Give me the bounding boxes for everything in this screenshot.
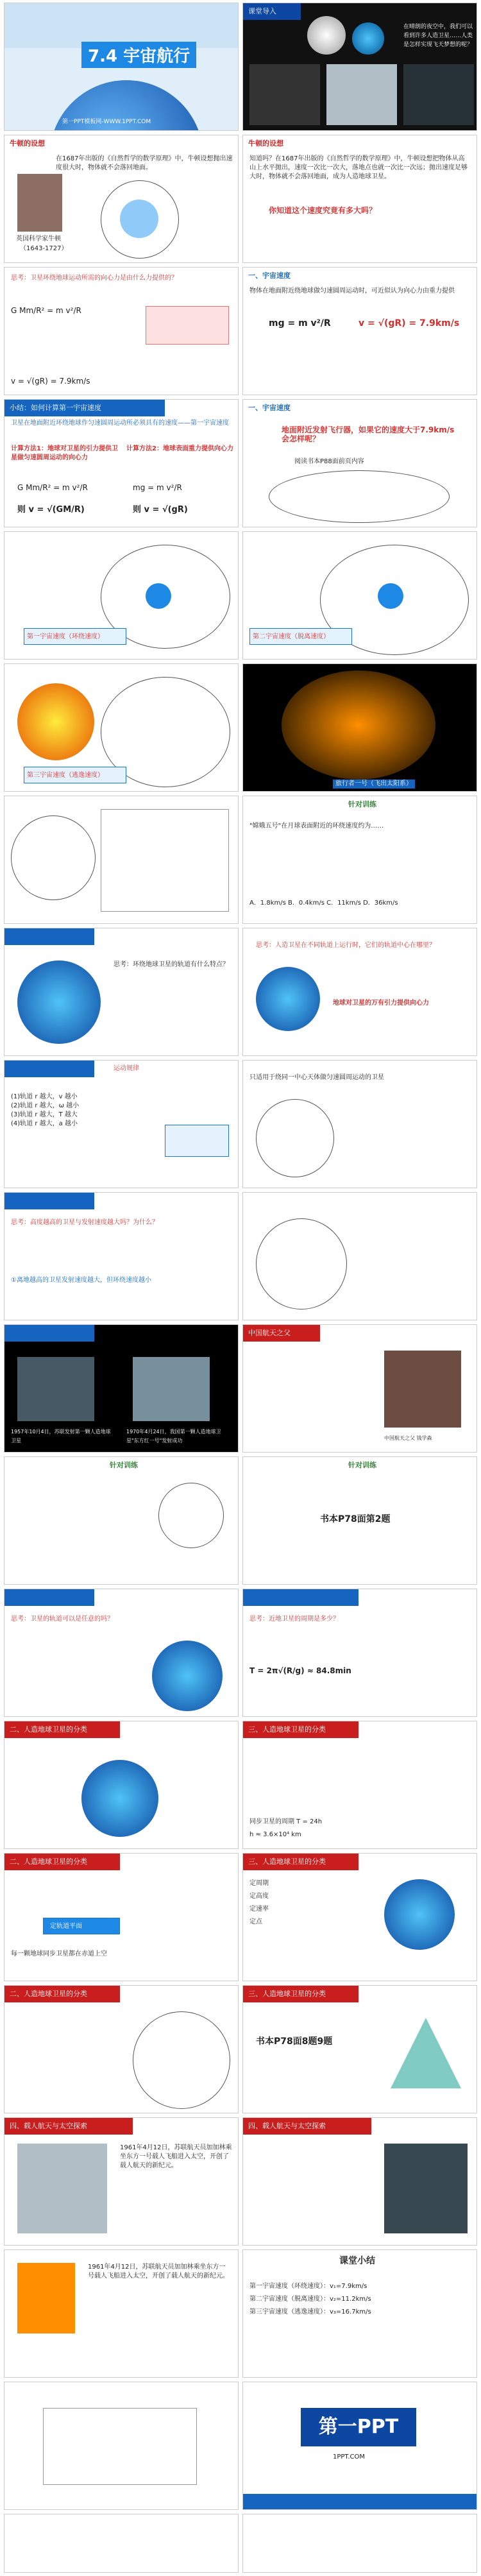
geo-sync-right-header: 三、人造地球卫星的分类 bbox=[243, 1721, 359, 1738]
geo-right-a: T = 2π√(R/g) ≈ 84.8min bbox=[249, 1666, 351, 1675]
motion-note: 只适用于绕同一中心天体做匀速圆周运动的卫星 bbox=[249, 1074, 384, 1081]
slide-v1 bbox=[4, 531, 239, 660]
slide-title bbox=[4, 3, 239, 131]
motion-list bbox=[11, 1093, 165, 1129]
gagarin-image bbox=[17, 2144, 107, 2233]
slide-speed-question bbox=[242, 399, 477, 527]
slide-motion bbox=[4, 1060, 239, 1188]
geo-think: 思考：卫星的轨道可以是任意的吗？ bbox=[11, 1616, 114, 1623]
practice3-header: 三、人造地球卫星的分类 bbox=[243, 1986, 359, 2002]
summary-v1: 第一宇宙速度（环绕速度）：v₁=7.9km/s bbox=[249, 2283, 367, 2290]
practice2-diagram bbox=[158, 1483, 224, 1548]
triangle-image bbox=[391, 2018, 461, 2088]
practice3-book: 书本P78面8题9题 bbox=[256, 2036, 333, 2047]
slide-newton-2 bbox=[242, 135, 477, 263]
motion-header: 二、人造地球卫星 bbox=[4, 1061, 94, 1077]
newton-right-text: 知道吗？在1687年出版的《自然哲学的数学原理》中，牛顿设想把物体从高山上水平抛出，速度一次比一次大，落地点也就一次比一次远；抛出速度足够大时，物体就不会落回地面，成为人造地球卫星。 bbox=[249, 155, 468, 180]
trajectory-diagram bbox=[269, 470, 450, 523]
slide-orbit-center bbox=[242, 928, 477, 1056]
slide-voyager bbox=[242, 663, 477, 792]
practice2-header: 针对训练 bbox=[4, 1457, 238, 1474]
orbit-answer: 地球对卫星的万有引力提供向心力 bbox=[333, 1000, 429, 1007]
slide-practice3 bbox=[242, 1985, 477, 2113]
slide-geo-sync bbox=[4, 1721, 239, 1849]
geo-header: 三、地球同步卫星 bbox=[4, 1589, 94, 1606]
section1-result: v = √(gR) = 7.9km/s bbox=[359, 318, 460, 328]
summary-line1: 卫星在地面附近环绕地球作匀速圆周运动所必须具有的速度——第一宇宙速度 bbox=[11, 420, 229, 427]
summary-v3: 第三宇宙速度（逃逸速度）：v₃=16.7km/s bbox=[249, 2308, 371, 2316]
slide-orbits bbox=[4, 928, 239, 1056]
lesson-title: 7.4 宇宙航行 bbox=[81, 42, 196, 68]
newton-question: 你知道这个速度究竟有多大吗？ bbox=[269, 206, 377, 215]
sputnik-header: 二、人造地球卫星 bbox=[4, 1325, 94, 1342]
sync-examples-orbit bbox=[133, 2011, 230, 2109]
launch-header: 二、人造地球卫星 bbox=[4, 1193, 94, 1209]
qian-portrait bbox=[384, 1351, 461, 1428]
practice2-header-2: 针对训练 bbox=[243, 1457, 477, 1474]
v3-label-box bbox=[24, 767, 126, 783]
sync-note: 每一颗地球同步卫星都在赤道上空 bbox=[11, 1950, 107, 1958]
v2-label: 第二宇宙速度（脱离速度） bbox=[253, 633, 330, 640]
motion-orbit bbox=[256, 1099, 334, 1177]
summary-f1: G Mm/R² = m v²/R bbox=[17, 483, 88, 492]
summary-r2: 则 v = √(gR) bbox=[133, 505, 188, 515]
slide-newton bbox=[4, 135, 239, 263]
qian-caption: 中国航天之父 钱学森 bbox=[384, 1435, 432, 1441]
slide-china-astronaut bbox=[4, 2249, 239, 2378]
sync-item-2: 定高度 bbox=[249, 1893, 269, 1900]
earth-orbits bbox=[17, 960, 101, 1044]
v1-label-box bbox=[24, 628, 126, 645]
summary-method1: 计算方法1：地球对卫星的引力提供卫星做匀速圆周运动的向心力 bbox=[11, 445, 118, 461]
slide-think-force bbox=[4, 267, 239, 395]
rocket-photo bbox=[326, 64, 397, 125]
slide-geo-sync-right bbox=[242, 1721, 477, 1849]
slide-intro bbox=[242, 3, 477, 131]
think1: 思考：环绕地球卫星的轨道有什么特点？ bbox=[114, 961, 229, 968]
motion-note-box bbox=[165, 1125, 229, 1157]
v1-label: 第一宇宙速度（环绕速度） bbox=[27, 633, 104, 640]
newton-caption: 英国科学家牛顿 bbox=[16, 235, 61, 243]
slide-china bbox=[242, 1324, 477, 1453]
geo-sync-header: 二、人造地球卫星的分类 bbox=[4, 1721, 120, 1738]
intro-header: 课堂导入 bbox=[243, 3, 301, 20]
slide-last-left bbox=[4, 2514, 239, 2573]
geo-earth bbox=[152, 1641, 223, 1711]
newton-header: 牛顿的设想 bbox=[4, 135, 238, 152]
sync-period: 同步卫星的周期 T = 24h bbox=[249, 1818, 323, 1825]
sputnik-caption: 1957年10月4日，苏联发射第一颗人造地球卫星 bbox=[11, 1429, 111, 1444]
satellite-photo bbox=[249, 64, 320, 125]
dfh-caption: 1970年4月24日，我国第一颗人造地球卫星"东方红一号"发射成功 bbox=[126, 1429, 221, 1444]
slide-moon bbox=[4, 2117, 239, 2246]
slide-v3 bbox=[4, 663, 239, 792]
china-header: 中国航天之父 bbox=[243, 1325, 320, 1342]
moon-right-header: 四、载人航天与太空探索 bbox=[243, 2118, 371, 2135]
slide-geo-right bbox=[242, 1589, 477, 1717]
earth-diagram bbox=[120, 200, 158, 238]
section1-answer: 物体在地面附近绕地球做匀速圆周运动时，可近似认为向心力由重力提供 bbox=[249, 287, 455, 294]
moon-image bbox=[307, 16, 346, 55]
summary-header: 小结：如何计算第一宇宙速度 bbox=[4, 400, 165, 416]
sync-examples-header: 二、人造地球卫星的分类 bbox=[4, 1986, 120, 2002]
sync-right-earth bbox=[384, 1879, 455, 1950]
site-label: 第一PPT模板网-WWW.1PPT.COM bbox=[62, 119, 151, 125]
earth-image bbox=[352, 22, 384, 55]
motion-bullet-1: (1)轨道 r 越大，v 越小 bbox=[11, 1093, 78, 1100]
slide-practice2-book bbox=[242, 1456, 477, 1585]
slide-geo bbox=[4, 1589, 239, 1717]
slide-practice2 bbox=[4, 1456, 239, 1585]
practice1-question: "嫦娥五号"在月球表面附近的环绕速度约为…… bbox=[249, 823, 384, 830]
sync-item-box bbox=[43, 1918, 120, 1934]
slide-sync-features-right bbox=[242, 1853, 477, 1981]
slide-summary-final bbox=[242, 2249, 477, 2378]
slide-sync-examples bbox=[4, 1985, 239, 2113]
newton-header-2: 牛顿的设想 bbox=[243, 135, 477, 152]
footer-band bbox=[243, 2494, 477, 2509]
slide-launch bbox=[4, 1192, 239, 1320]
geo-right-q: 思考：近地卫星的周期是多少？ bbox=[249, 1616, 339, 1623]
slide-logo bbox=[242, 2382, 477, 2510]
think-force: 思考：卫星环绕地球运动所需的向心力是由什么力提供的？ bbox=[11, 275, 178, 282]
speed-header: 一、宇宙速度 bbox=[243, 400, 477, 416]
motion-sub: 运动规律 bbox=[114, 1065, 139, 1072]
intro-text: 在晴朗的夜空中，我们可以看到许多人造卫星……人类是怎样实现飞天梦想的呢？ bbox=[403, 24, 473, 48]
dfh-image bbox=[133, 1357, 210, 1421]
orbit-multi bbox=[11, 815, 96, 900]
logo: 第一PPT bbox=[301, 2408, 416, 2446]
motion-bullet-2: (2)轨道 r 越大，ω 越小 bbox=[11, 1102, 80, 1109]
practice2-book: 书本P78面第2题 bbox=[320, 1514, 391, 1524]
newton-portrait bbox=[17, 174, 62, 232]
sync-earth bbox=[81, 1760, 158, 1837]
speed-table bbox=[101, 809, 229, 912]
china-astronaut-text: 1961年4月12日，苏联航天员加加林乘坐东方一号载人飞船进入太空，开创了载人航天的新纪元。 bbox=[88, 2264, 229, 2280]
earth-v1 bbox=[146, 583, 171, 609]
sun-image bbox=[17, 683, 94, 760]
slide-moon-right bbox=[242, 2117, 477, 2246]
v2-label-box bbox=[249, 628, 352, 645]
earth-center bbox=[256, 967, 320, 1031]
section1-header: 一、宇宙速度 bbox=[243, 268, 477, 284]
note-box bbox=[146, 306, 229, 345]
sync-height: h ≈ 3.6×10⁴ km bbox=[249, 1831, 301, 1838]
summary-title: 课堂小结 bbox=[339, 2256, 375, 2266]
section1-formula: mg = m v²/R bbox=[269, 318, 331, 328]
slide-section1 bbox=[242, 267, 477, 395]
slide-sync-features bbox=[4, 1853, 239, 1981]
astronaut-photo bbox=[17, 2263, 75, 2333]
slide-v2 bbox=[242, 531, 477, 660]
slide-launch-2 bbox=[242, 1192, 477, 1320]
space-station-photo bbox=[403, 64, 474, 125]
summary-r1: 则 v = √(GM/R) bbox=[17, 505, 85, 515]
practice1-options: A．1.8km/s B．0.4km/s C．11km/s D．36km/s bbox=[249, 900, 398, 907]
orbit-header: 二、人造地球卫星 bbox=[4, 928, 94, 945]
summary-f2: mg = m v²/R bbox=[133, 483, 182, 492]
motion-bullet-3: (3)轨道 r 越大，T 越大 bbox=[11, 1111, 78, 1118]
sync-item-0: 定周期 bbox=[249, 1880, 269, 1887]
newton-years: （1643-1727） bbox=[20, 245, 68, 252]
slide-summary bbox=[4, 399, 239, 527]
launch-orbit bbox=[256, 1218, 347, 1309]
slide-motion-2 bbox=[242, 1060, 477, 1188]
slide-sputnik bbox=[4, 1324, 239, 1453]
sync-item-3: 定速率 bbox=[249, 1906, 269, 1913]
slide-last-right bbox=[242, 2514, 477, 2573]
sync-item-4: 定点 bbox=[249, 1918, 262, 1925]
newton-text: 在1687年出版的《自然哲学的数学原理》中，牛顿设想抛出速度很大时，物体就不会落回地面。 bbox=[56, 155, 233, 171]
earth-v2 bbox=[378, 583, 403, 609]
astronaut-image bbox=[384, 2144, 468, 2233]
think2: 思考：人造卫星在不同轨道上运行时，它们的轨道中心在哪里？ bbox=[256, 942, 435, 949]
speed-question: 地面附近发射飞行器，如果它的速度大于7.9km/s会怎样呢？ bbox=[282, 425, 455, 443]
motion-bullet-4: (4)轨道 r 越大，a 越小 bbox=[11, 1120, 78, 1127]
speed-read: 阅读书本P88面前页内容 bbox=[294, 458, 364, 465]
sputnik-image bbox=[17, 1357, 94, 1421]
solar-system-image bbox=[282, 670, 435, 780]
sync-features-header: 二、人造地球卫星的分类 bbox=[4, 1854, 120, 1870]
slide-table bbox=[4, 796, 239, 924]
slide-formula-final bbox=[4, 2382, 239, 2510]
launch-think: 思考：高度越高的卫星与发射速度越大吗？为什么？ bbox=[11, 1219, 158, 1226]
moon-header: 四、载人航天与太空探索 bbox=[4, 2118, 133, 2135]
geo-right-header: 三、人造地球卫星的分类 bbox=[243, 1589, 359, 1606]
moon-text: 1961年4月12日，苏联航天员加加林乘坐东方一号载人飞船进入太空，开创了载人航天的新纪元。 bbox=[120, 2144, 232, 2169]
summary-method2: 计算方法2：地球表面重力提供向心力 bbox=[126, 445, 233, 452]
formula-box bbox=[43, 2408, 197, 2485]
logo-url: 1PPT.COM bbox=[333, 2453, 366, 2461]
formula-gravity: G Mm/R² = m v²/R bbox=[11, 306, 81, 315]
launch-answer: ①离地越高的卫星发射速度越大，但环绕速度越小 bbox=[11, 1277, 151, 1284]
sync-item-1: 定轨道平面 bbox=[50, 1923, 82, 1930]
summary-v2: 第二宇宙速度（脱离速度）：v₂=11.2km/s bbox=[249, 2296, 371, 2303]
voyager-caption: 旅行者一号（飞出太阳系） bbox=[333, 780, 415, 789]
slide-practice1 bbox=[242, 796, 477, 924]
practice1-header: 针对训练 bbox=[243, 796, 477, 813]
sync-features-right-header: 三、人造地球卫星的分类 bbox=[243, 1854, 359, 1870]
v3-label: 第三宇宙速度（逃逸速度） bbox=[27, 772, 104, 779]
formula-result: v = √(gR) = 7.9km/s bbox=[11, 377, 90, 386]
